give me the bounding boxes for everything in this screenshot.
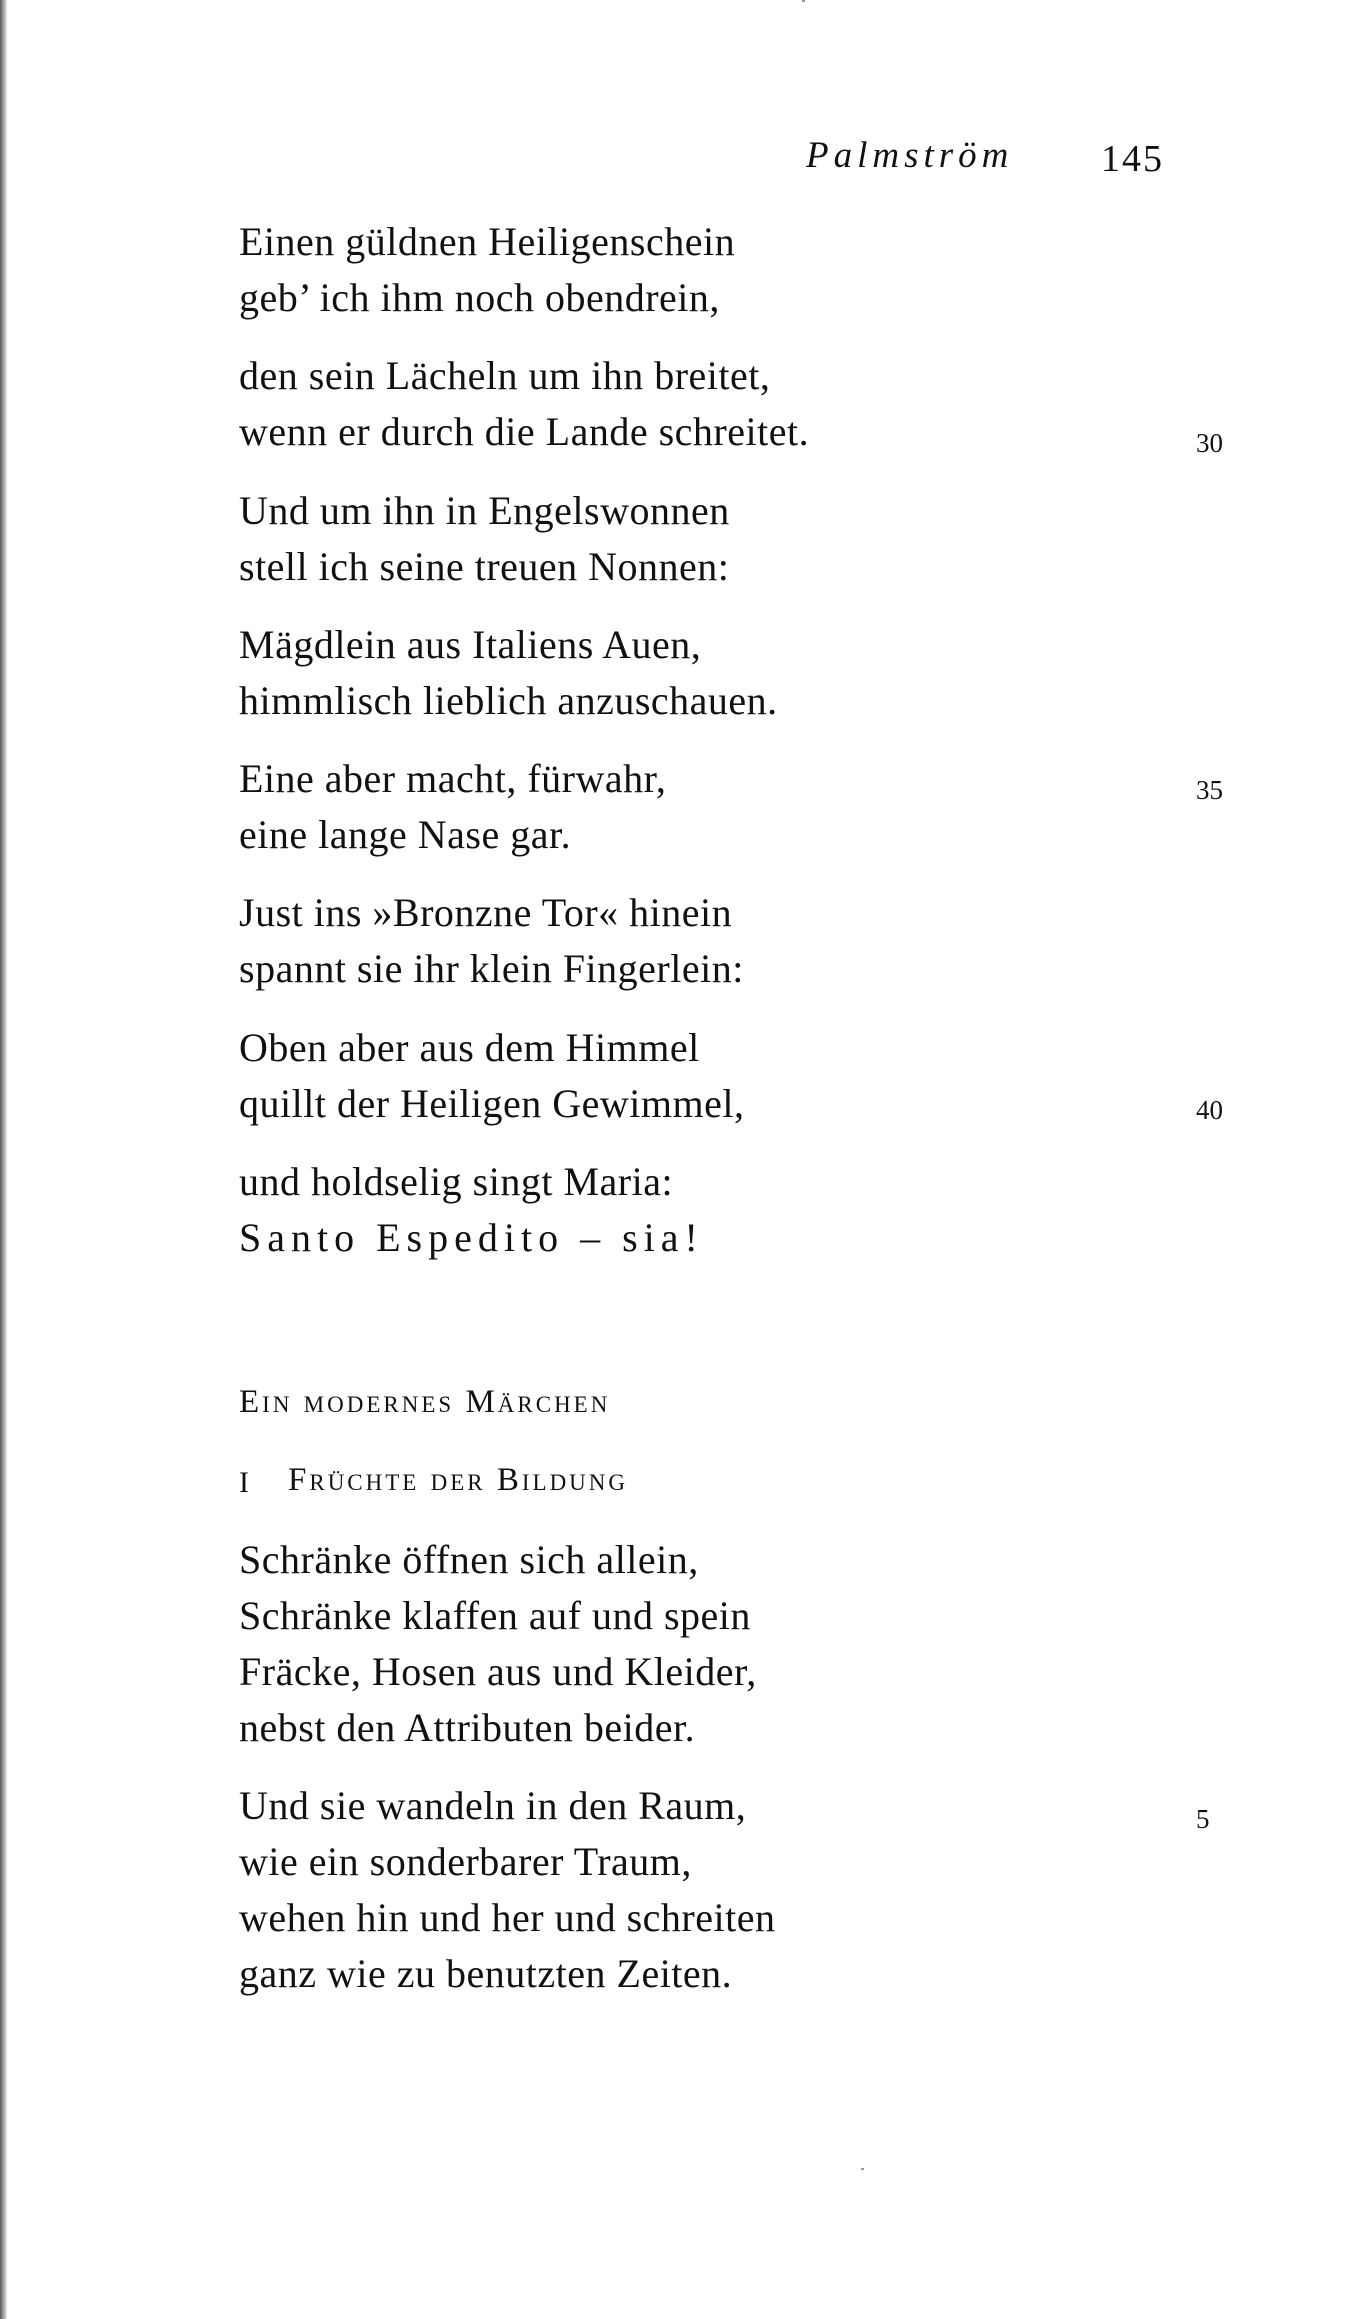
page-binding-edge — [0, 0, 7, 2319]
poem-line: spannt sie ihr klein Fingerlein: — [239, 946, 744, 991]
poem-line: quillt der Heiligen Gewimmel, — [239, 1081, 745, 1126]
section-line: nebst den Attributen beider. — [239, 1705, 696, 1750]
section-title: Ein modernes Märchen — [239, 1384, 611, 1420]
section-line: wie ein sonderbarer Traum, — [239, 1839, 692, 1884]
poem-line: geb’ ich ihm noch obendrein, — [239, 275, 720, 320]
poem-line: Mägdlein aus Italiens Auen, — [239, 622, 702, 667]
poem-line: Und um ihn in Engelswonnen — [239, 488, 730, 533]
poem-line: Oben aber aus dem Himmel — [239, 1025, 700, 1070]
subsection-number: I — [239, 1466, 249, 1499]
print-speck — [802, 0, 805, 2]
poem-line: wenn er durch die Lande schreitet. — [239, 409, 810, 454]
line-number: 40 — [1196, 1095, 1223, 1125]
poem-line: Santo Espedito – sia! — [239, 1215, 704, 1260]
line-number: 30 — [1196, 428, 1223, 458]
poem-line: stell ich seine treuen Nonnen: — [239, 544, 730, 589]
poem-line: Einen güldnen Heiligenschein — [239, 219, 736, 264]
poem-line: und holdselig singt Maria: — [239, 1159, 674, 1204]
running-title: Palmström — [806, 135, 1014, 176]
poem-line: Just ins »Bronzne Tor« hinein — [239, 890, 733, 935]
section-line: Und sie wandeln in den Raum, — [239, 1783, 747, 1828]
line-number: 35 — [1196, 775, 1223, 805]
section-line: Schränke klaffen auf und spein — [239, 1593, 751, 1638]
section-line: Fräcke, Hosen aus und Kleider, — [239, 1649, 757, 1694]
section-line: wehen hin und her und schreiten — [239, 1895, 776, 1940]
page-number: 145 — [1101, 138, 1164, 180]
poem-line: himmlisch lieblich anzuschauen. — [239, 678, 778, 723]
poem-line: Eine aber macht, fürwahr, — [239, 756, 667, 801]
section-line: Schränke öffnen sich allein, — [239, 1537, 699, 1582]
poem-line: eine lange Nase gar. — [239, 812, 572, 857]
line-number: 5 — [1196, 1804, 1210, 1834]
poem-line: den sein Lächeln um ihn breitet, — [239, 353, 771, 398]
print-speck — [861, 2168, 864, 2170]
section-line: ganz wie zu benutzten Zeiten. — [239, 1951, 733, 1996]
subsection-title: Früchte der Bildung — [288, 1462, 629, 1498]
